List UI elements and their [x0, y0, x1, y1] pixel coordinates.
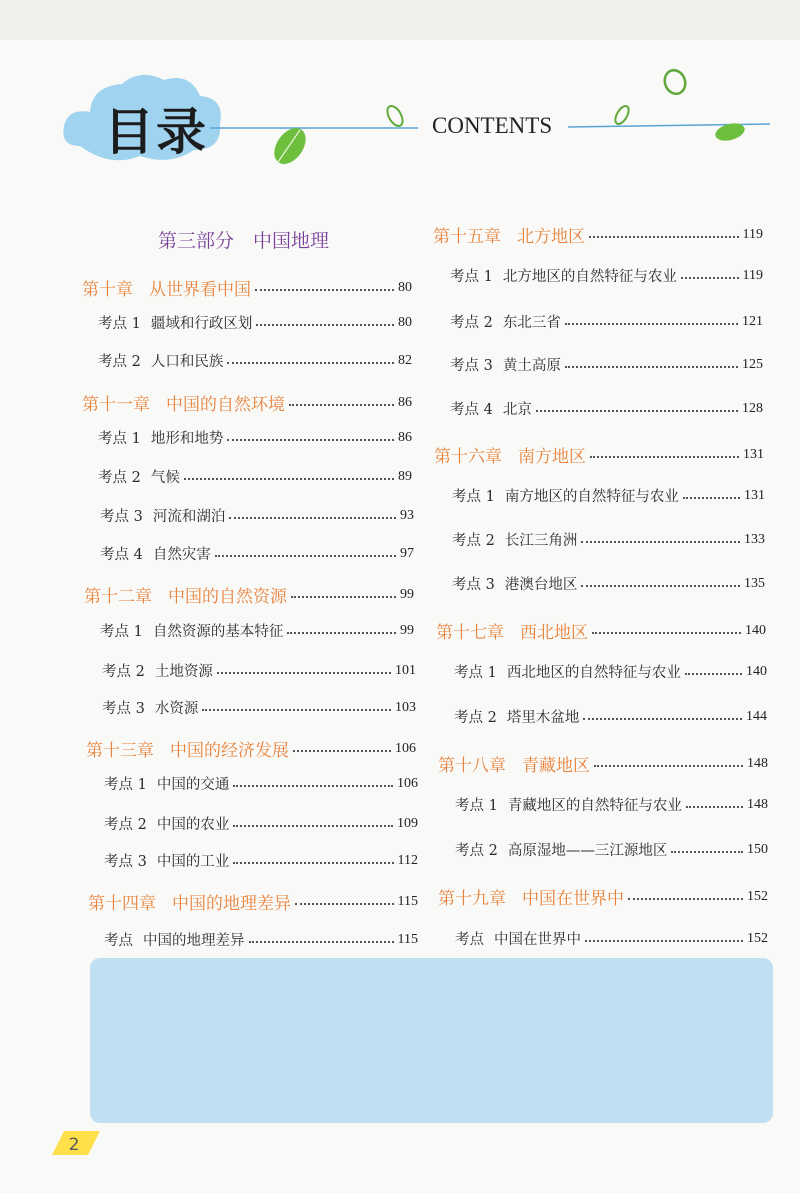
- page-title: 目录: [104, 103, 208, 161]
- toc-chapter-row: [438, 751, 768, 776]
- point-title: 中国在世界中: [494, 932, 581, 948]
- leader-dots: [681, 277, 739, 279]
- page-ref: 152: [747, 888, 768, 904]
- toc-point-row: [100, 505, 414, 526]
- point-title: 水资源: [154, 701, 199, 717]
- leader-dots: [227, 439, 394, 441]
- chapter-title: 从世界看中国: [149, 280, 251, 300]
- point-number: 考点 1: [450, 269, 493, 285]
- chapter-number: 第十五章: [433, 227, 501, 247]
- point-number: 考点 3: [452, 577, 495, 593]
- leader-dots: [628, 898, 743, 900]
- toc-point-row: [104, 850, 418, 871]
- point-number: 考点: [455, 932, 484, 948]
- toc-point-row: [450, 398, 763, 419]
- chapter-title: 中国在世界中: [522, 889, 624, 909]
- leader-dots: [227, 362, 394, 364]
- chapter-title: 中国的自然环境: [166, 395, 285, 415]
- point-number: 考点 3: [104, 854, 147, 870]
- chapter-title: 中国的自然资源: [168, 587, 287, 607]
- page-ref: 131: [743, 446, 764, 462]
- page-ref: 99: [400, 586, 414, 602]
- chapter-title: 青藏地区: [522, 756, 590, 776]
- chapter-title: 北方地区: [517, 227, 585, 247]
- toc-point-row: [104, 929, 418, 950]
- toc-point-row: [98, 466, 412, 487]
- page-ref: 140: [745, 622, 766, 638]
- point-title: 中国的地理差异: [143, 933, 245, 949]
- page-ref: 148: [747, 755, 768, 771]
- point-number: 考点 4: [450, 402, 493, 418]
- point-number: 考点 4: [100, 547, 143, 563]
- toc-point-row: [98, 427, 412, 448]
- toc-point-row: [454, 706, 767, 727]
- toc-chapter-row: [82, 275, 412, 300]
- toc-point-row: [455, 839, 768, 860]
- point-number: 考点 2: [98, 354, 141, 370]
- point-title: 气候: [150, 470, 180, 486]
- leader-dots: [217, 672, 391, 674]
- point-title: 自然灾害: [152, 547, 211, 563]
- toc-point-row: [100, 543, 414, 564]
- leader-dots: [686, 806, 743, 808]
- leader-dots: [233, 785, 393, 787]
- page-ref: 119: [742, 267, 763, 283]
- point-number: 考点 2: [454, 710, 497, 726]
- chapter-number: 第十四章: [88, 894, 156, 914]
- toc-point-row: [450, 354, 763, 375]
- toc-chapter-row: [436, 618, 766, 643]
- leaf-icon: [661, 67, 688, 96]
- part-title: 第三部分 中国地理: [158, 230, 330, 252]
- toc-chapter-row: [82, 390, 412, 415]
- chapter-number: 第十八章: [438, 756, 506, 776]
- chapter-number: 第十六章: [434, 447, 502, 467]
- toc-point-row: [452, 529, 765, 550]
- point-title: 长江三角洲: [504, 533, 578, 549]
- point-title: 土地资源: [154, 664, 213, 680]
- toc-point-row: [450, 265, 763, 286]
- leader-dots: [215, 555, 396, 557]
- toc-point-row: [454, 661, 767, 682]
- point-title: 黄土高原: [502, 358, 561, 374]
- leader-dots: [589, 236, 739, 238]
- page-ref: 133: [744, 531, 765, 547]
- point-number: 考点 2: [455, 843, 498, 859]
- notes-panel: [90, 958, 773, 1123]
- leader-dots: [585, 940, 743, 942]
- header-decoration: [0, 0, 800, 200]
- leader-dots: [233, 862, 393, 864]
- page-ref: 119: [742, 226, 763, 242]
- toc-point-row: [455, 794, 768, 815]
- toc-chapter-row: [433, 222, 763, 247]
- point-number: 考点 1: [452, 489, 495, 505]
- toc-point-row: [102, 660, 416, 681]
- leader-dots: [583, 718, 742, 720]
- toc-point-row: [455, 928, 768, 949]
- page-ref: 135: [744, 575, 765, 591]
- point-title: 东北三省: [502, 315, 561, 331]
- point-number: 考点 3: [100, 509, 143, 525]
- point-number: 考点: [104, 933, 133, 949]
- leader-dots: [590, 456, 739, 458]
- toc-chapter-row: [84, 582, 414, 607]
- point-title: 人口和民族: [150, 354, 224, 370]
- leader-dots: [202, 709, 391, 711]
- leader-dots: [683, 497, 740, 499]
- chapter-title: 南方地区: [518, 447, 586, 467]
- point-number: 考点 3: [102, 701, 145, 717]
- leader-dots: [229, 517, 396, 519]
- page-ref: 115: [397, 931, 418, 947]
- page-ref: 101: [395, 662, 416, 678]
- leader-dots: [287, 632, 396, 634]
- page-ref: 148: [747, 796, 768, 812]
- leader-dots: [295, 903, 394, 905]
- toc-point-row: [450, 311, 763, 332]
- point-title: 北京: [502, 402, 532, 418]
- page-ref: 97: [400, 545, 414, 561]
- point-title: 河流和湖泊: [152, 509, 226, 525]
- point-title: 自然资源的基本特征: [152, 624, 284, 640]
- leader-dots: [291, 596, 396, 598]
- leader-dots: [565, 323, 738, 325]
- toc-chapter-row: [86, 736, 416, 761]
- point-number: 考点 1: [98, 431, 141, 447]
- leader-dots: [594, 765, 743, 767]
- leader-dots: [233, 825, 393, 827]
- leader-dots: [592, 632, 741, 634]
- point-title: 塔里木盆地: [506, 710, 580, 726]
- page-ref: 131: [744, 487, 765, 503]
- chapter-number: 第十三章: [86, 741, 154, 761]
- point-title: 中国的工业: [156, 854, 230, 870]
- page-ref: 106: [395, 740, 416, 756]
- point-number: 考点 2: [450, 315, 493, 331]
- point-number: 考点 1: [100, 624, 143, 640]
- toc-chapter-row: [434, 442, 764, 467]
- chapter-number: 第十章: [82, 280, 133, 300]
- leader-dots: [671, 851, 743, 853]
- toc-point-row: [100, 620, 414, 641]
- page-number-badge: [48, 1129, 102, 1157]
- point-title: 港澳台地区: [504, 577, 578, 593]
- point-number: 考点 2: [104, 817, 147, 833]
- page-ref: 121: [742, 313, 763, 329]
- toc-point-row: [102, 697, 416, 718]
- toc-chapter-row: [88, 889, 418, 914]
- page-ref: 150: [747, 841, 768, 857]
- point-number: 考点 3: [450, 358, 493, 374]
- point-number: 考点 2: [98, 470, 141, 486]
- page-ref: 82: [398, 352, 412, 368]
- leader-dots: [249, 941, 394, 943]
- toc-point-row: [452, 485, 765, 506]
- page-number: 2: [68, 1135, 80, 1155]
- point-title: 高原湿地——三江源地区: [507, 843, 668, 859]
- point-number: 考点 2: [102, 664, 145, 680]
- point-title: 青藏地区的自然特征与农业: [507, 798, 682, 814]
- toc-chapter-row: [438, 884, 768, 909]
- point-title: 疆域和行政区划: [150, 316, 253, 332]
- chapter-title: 西北地区: [520, 623, 588, 643]
- page-ref: 80: [398, 279, 412, 295]
- page-ref: 112: [397, 852, 418, 868]
- page-ref: 109: [397, 815, 418, 831]
- contents-label: CONTENTS: [432, 113, 553, 138]
- leader-dots: [581, 541, 740, 543]
- point-number: 考点 1: [104, 777, 147, 793]
- point-title: 中国的交通: [156, 777, 230, 793]
- point-title: 西北地区的自然特征与农业: [506, 665, 681, 681]
- toc-point-row: [98, 312, 412, 333]
- leaf-icon: [613, 104, 632, 126]
- chapter-title: 中国的地理差异: [172, 894, 291, 914]
- chapter-number: 第十九章: [438, 889, 506, 909]
- point-number: 考点 1: [455, 798, 498, 814]
- leader-dots: [289, 404, 394, 406]
- leaf-icon: [384, 103, 405, 128]
- page-ref: 99: [400, 622, 414, 638]
- leader-dots: [581, 585, 740, 587]
- toc-point-row: [98, 350, 412, 371]
- page-ref: 152: [747, 930, 768, 946]
- point-title: 地形和地势: [150, 431, 224, 447]
- leader-dots: [293, 750, 391, 752]
- point-number: 考点 2: [452, 533, 495, 549]
- point-number: 考点 1: [98, 316, 141, 332]
- page-ref: 128: [742, 400, 763, 416]
- toc-point-row: [104, 813, 418, 834]
- point-title: 中国的农业: [156, 817, 230, 833]
- page-ref: 144: [746, 708, 767, 724]
- point-title: 南方地区的自然特征与农业: [504, 489, 679, 505]
- page-ref: 125: [742, 356, 763, 372]
- page-ref: 103: [395, 699, 416, 715]
- page-ref: 115: [397, 893, 418, 909]
- point-title: 北方地区的自然特征与农业: [502, 269, 677, 285]
- leader-dots: [536, 410, 738, 412]
- leader-dots: [565, 366, 738, 368]
- page-ref: 93: [400, 507, 414, 523]
- chapter-title: 中国的经济发展: [170, 741, 289, 761]
- leader-dots: [256, 324, 394, 326]
- toc-point-row: [104, 773, 418, 794]
- leader-dots: [255, 289, 394, 291]
- leader-dots: [685, 673, 742, 675]
- page-ref: 89: [398, 468, 412, 484]
- page-ref: 86: [398, 429, 412, 445]
- toc-point-row: [452, 573, 765, 594]
- page-ref: 86: [398, 394, 412, 410]
- chapter-number: 第十二章: [84, 587, 152, 607]
- chapter-number: 第十七章: [436, 623, 504, 643]
- chapter-number: 第十一章: [82, 395, 150, 415]
- page-ref: 140: [746, 663, 767, 679]
- page-ref: 80: [398, 314, 412, 330]
- leader-dots: [184, 478, 394, 480]
- leaf-icon: [268, 122, 312, 170]
- page-ref: 106: [397, 775, 418, 791]
- point-number: 考点 1: [454, 665, 497, 681]
